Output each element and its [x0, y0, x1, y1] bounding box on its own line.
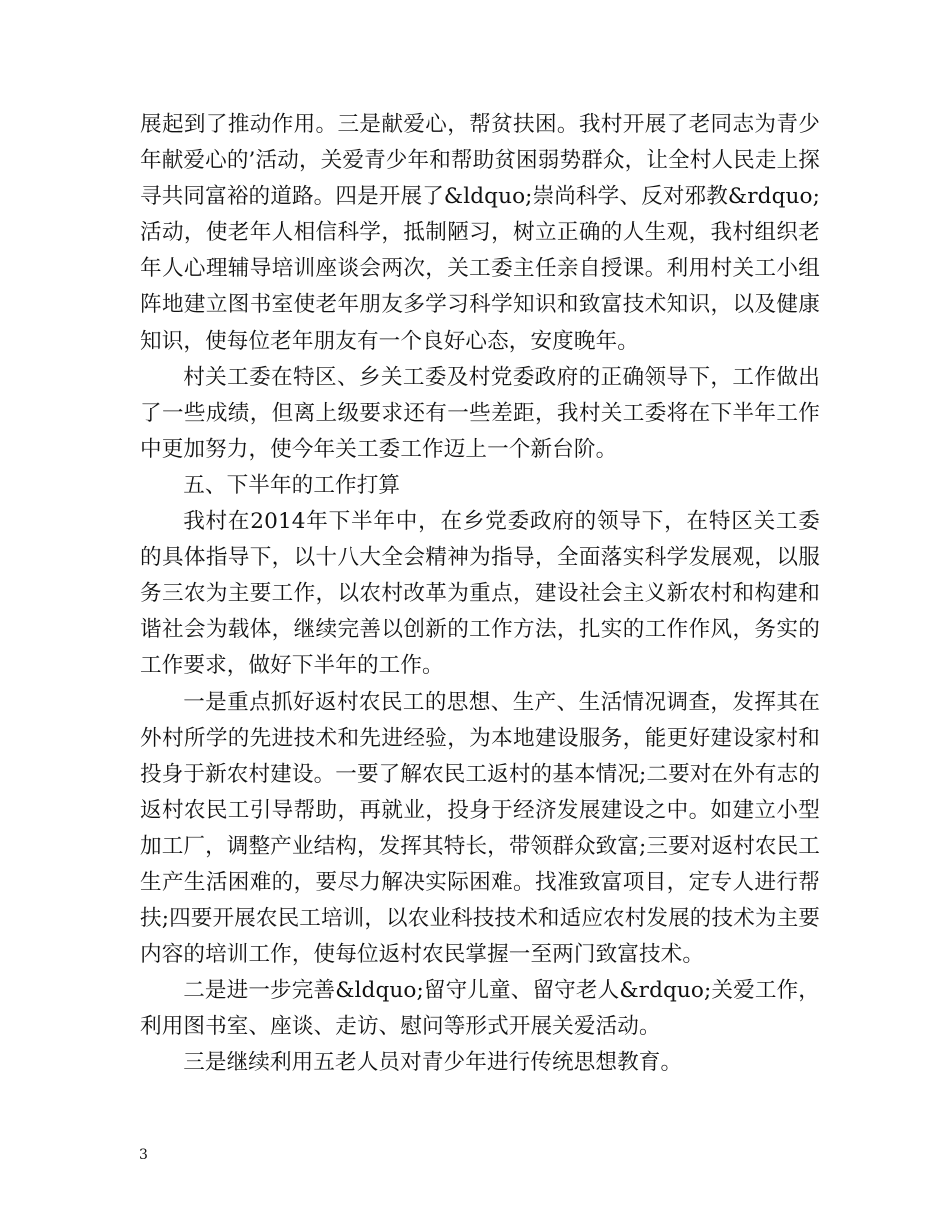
paragraph: 一是重点抓好返村农民工的思想、生产、生活情况调查，发挥其在外村所学的先进技术和先进经验，为本地建设服务，能更好建设家村和投身于新农村建设。一要了解农民工返村的基本情况;二要对在外有志的返村农民工引导帮助，再就业，投身于经济发展建设之中。如建立小型加工厂，调整产业结构，发挥其特长，带领群众致富;三要对返村农民工生产生活困难的，要尽力解决实际困难。找准致富项目，定专人进行帮扶;四要开展农民工培训，以农业科技技术和适应农村发展的技术为主要内容的培训工作，使每位返村农民掌握一至两门致富技术。 [140, 689, 820, 968]
paragraph: 我村在2014年下半年中，在乡党委政府的领导下，在特区关工委的具体指导下，以十八大全会精神为指导，全面落实科学发展观，以服务三农为主要工作，以农村改革为重点，建设社会主义新农村和构建和谐社会为载体，继续完善以创新的工作方法，扎实的工作作风，务实的工作要求，做好下半年的工作。 [140, 509, 820, 679]
paragraph-continuation: 展起到了推动作用。三是献爱心，帮贫扶困。我村开展了老同志为青少年献爱心的’活动，关爱青少年和帮助贫困弱势群众，让全村人民走上探寻共同富裕的道路。四是开展了&ldquo;崇尚科学、反对邪教&rdquo;活动，使老年人相信科学，抵制陋习，树立正确的人生观，我村组织老年人心理辅导培训座谈会两次，关工委主任亲自授课。利用村关工小组阵地建立图书室使老年朋友多学习科学知识和致富技术知识，以及健康知识，使每位老年朋友有一个良好心态，安度晚年。 [140, 112, 820, 354]
page-number: 3 [139, 1147, 148, 1163]
paragraph: 三是继续利用五老人员对青少年进行传统思想教育。 [183, 1050, 683, 1076]
paragraph: 二是进一步完善&ldquo;留守儿童、留守老人&rdquo;关爱工作，利用图书室、座谈、走访、慰问等形式开展关爱活动。 [140, 978, 820, 1040]
section-heading: 五、下半年的工作打算 [183, 472, 401, 498]
paragraph: 村关工委在特区、乡关工委及村党委政府的正确领导下，工作做出了一些成绩，但离上级要求还有一些差距，我村关工委将在下半年工作中更加努力，使今年关工委工作迈上一个新台阶。 [140, 364, 820, 462]
document-body [140, 107, 820, 1082]
